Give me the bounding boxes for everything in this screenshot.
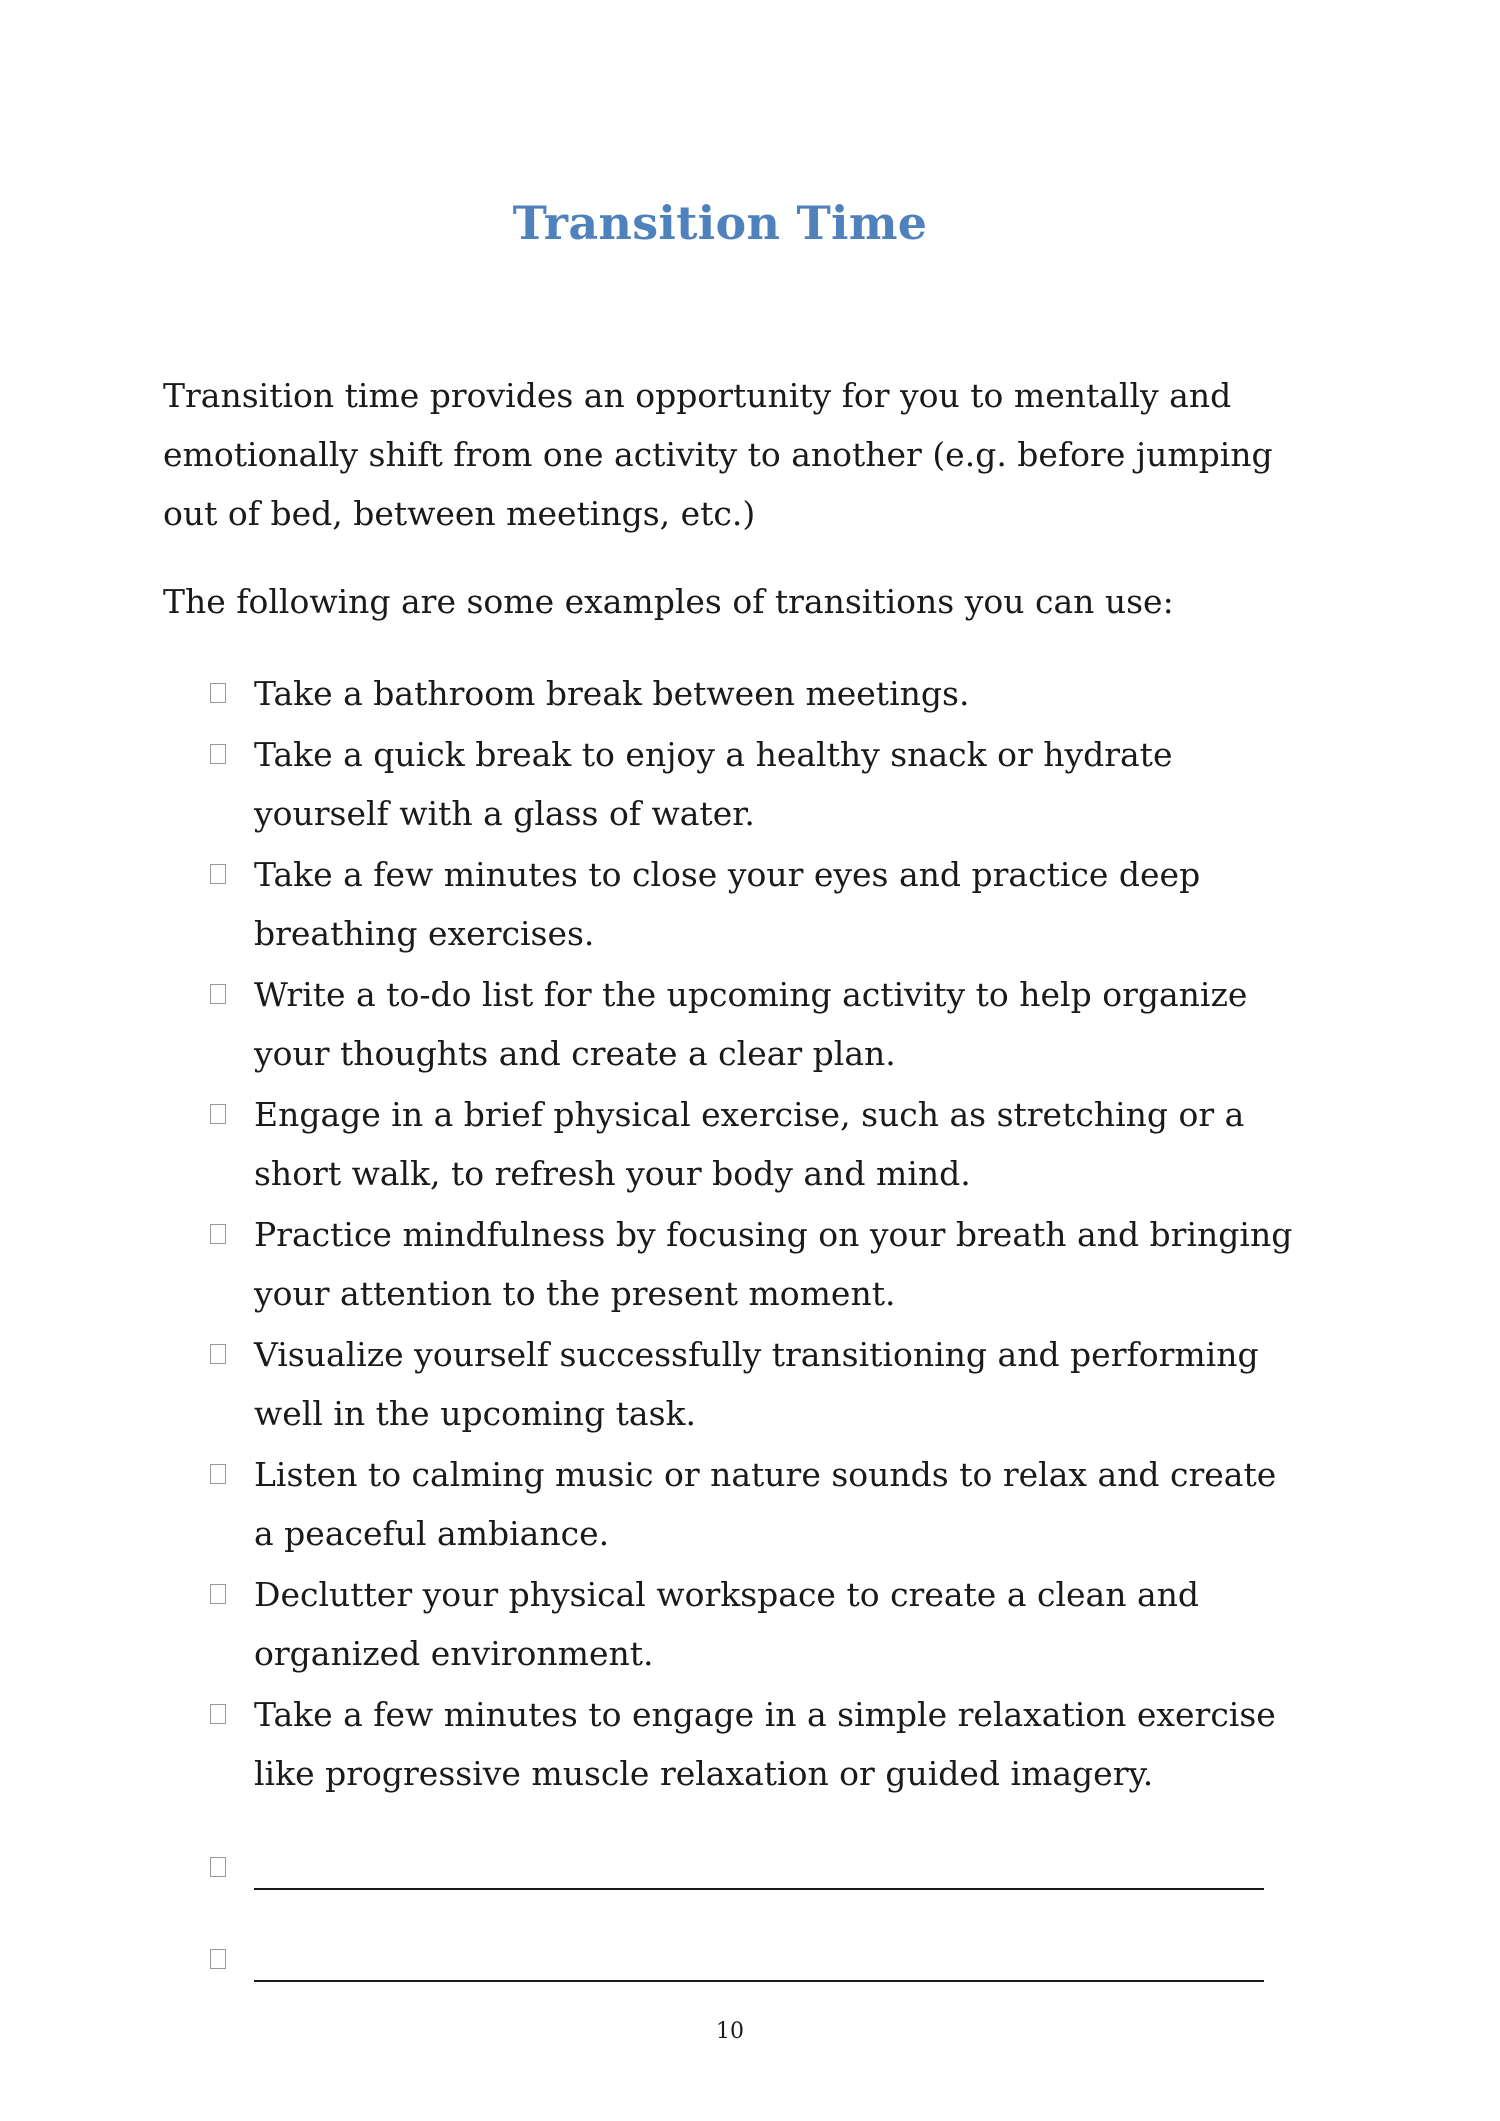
list-item [0, 1565, 1294, 1683]
lead-paragraph: The following are some examples of transitions you can use: [163, 582, 1174, 621]
intro-paragraph: Transition time provides an opportunity for you to mentally and emotionally shift from one activity to another (e.g. before jumping out of bed, between meetings, etc.) [163, 376, 1273, 533]
blank-entry-1 [0, 1838, 1500, 1898]
list-item-text: Engage in a brief physical exercise, such as stretching or a short walk, to refresh your body and mind. [254, 1095, 1245, 1193]
list-item [0, 1445, 1294, 1563]
list-item-text: Listen to calming music or nature sounds to relax and create a peaceful ambiance. [254, 1455, 1277, 1553]
checkbox-icon[interactable] [210, 1857, 226, 1877]
checkbox-icon[interactable] [210, 1704, 226, 1724]
list-item [0, 664, 1294, 723]
transition-checklist [0, 664, 1500, 1805]
list-item [0, 1205, 1294, 1323]
list-item-text: Take a bathroom break between meetings. [254, 674, 970, 713]
checkbox-icon[interactable] [210, 864, 226, 884]
checkbox-icon[interactable] [210, 683, 226, 703]
checkbox-icon[interactable] [210, 1104, 226, 1124]
checkbox-icon[interactable] [210, 1584, 226, 1604]
write-in-line[interactable] [254, 1980, 1264, 1982]
list-item [0, 1085, 1294, 1203]
list-item [0, 725, 1294, 843]
list-item-text: Declutter your physical workspace to create a clean and organized environment. [254, 1575, 1200, 1673]
checkbox-icon[interactable] [210, 1464, 226, 1484]
write-in-line[interactable] [254, 1888, 1264, 1890]
page-number: 10 [716, 2019, 744, 2044]
blank-entry-2 [0, 1930, 1500, 1990]
list-item-text: Take a few minutes to close your eyes and practice deep breathing exercises. [254, 855, 1201, 953]
list-item-text: Write a to-do list for the upcoming activity to help organize your thoughts and create a clear plan. [254, 975, 1248, 1073]
list-item-text: Take a few minutes to engage in a simple relaxation exercise like progressive muscle relaxation or guided imagery. [254, 1695, 1276, 1793]
list-item-text: Practice mindfulness by focusing on your breath and bringing your attention to the present moment. [254, 1215, 1293, 1313]
checkbox-icon[interactable] [210, 1949, 226, 1969]
list-item [0, 845, 1294, 963]
checkbox-icon[interactable] [210, 984, 226, 1004]
checkbox-icon[interactable] [210, 744, 226, 764]
list-item [0, 1325, 1294, 1443]
checkbox-icon[interactable] [210, 1224, 226, 1244]
list-item [0, 1685, 1294, 1803]
list-item-text: Take a quick break to enjoy a healthy snack or hydrate yourself with a glass of water. [254, 735, 1173, 833]
list-item [0, 965, 1294, 1083]
list-item-text: Visualize yourself successfully transitioning and performing well in the upcoming task. [254, 1335, 1259, 1433]
page-title: Transition Time [512, 196, 928, 250]
checkbox-icon[interactable] [210, 1344, 226, 1364]
